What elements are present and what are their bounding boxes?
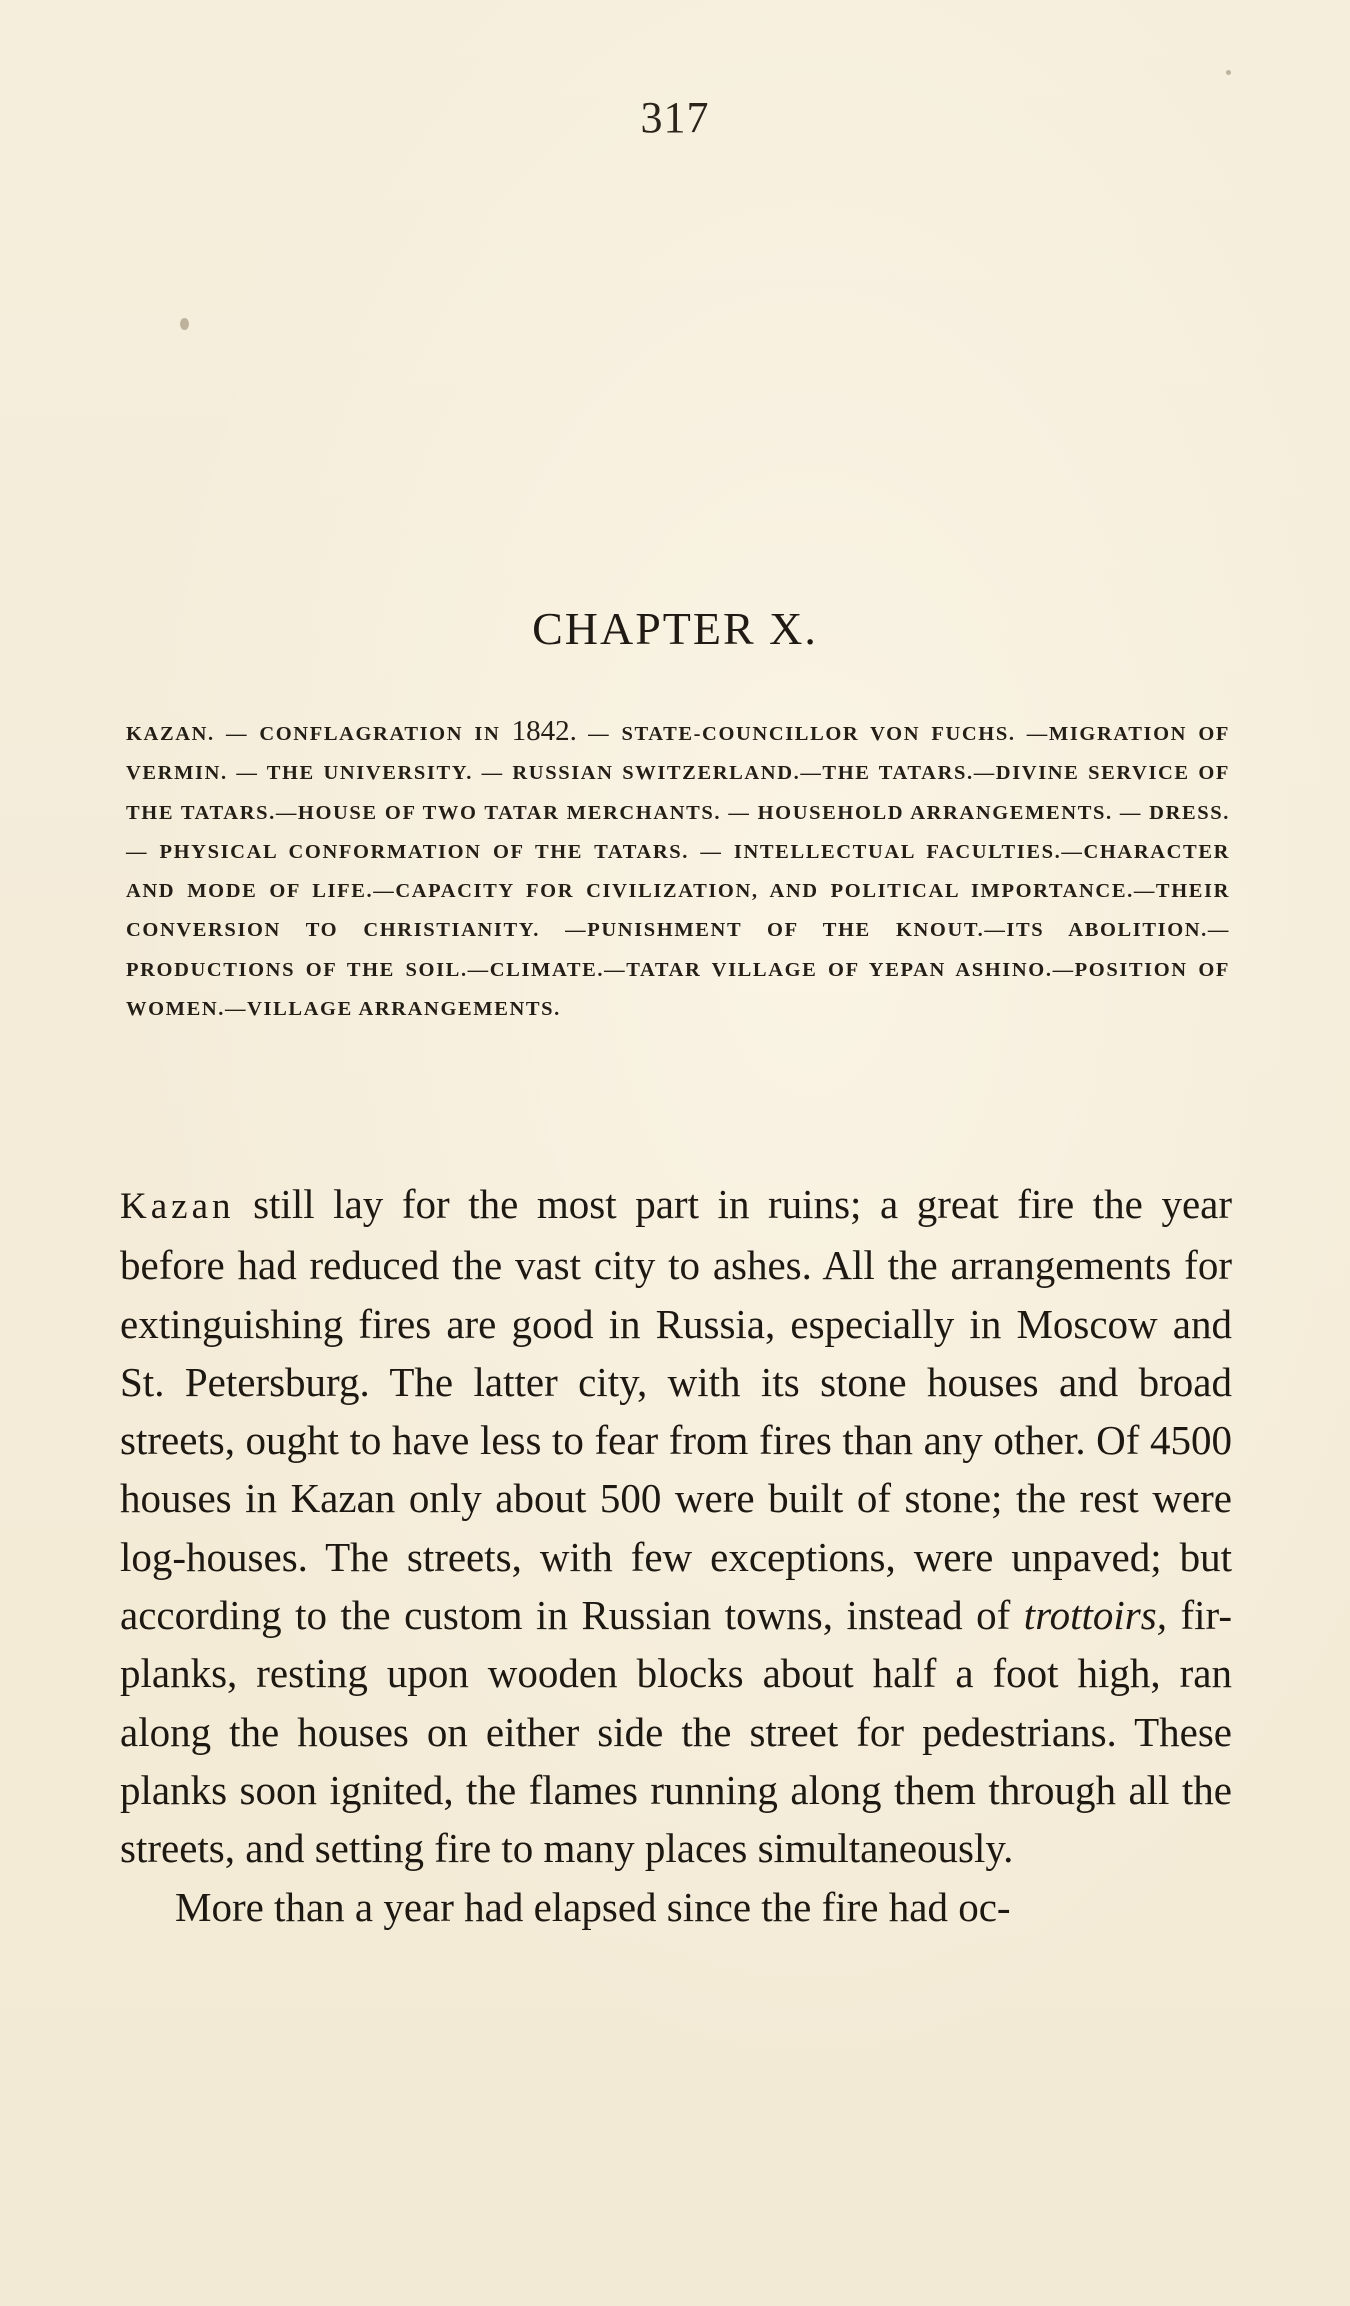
paragraph-text: fir-planks, resting upon wooden blocks about half a foot high, ran along the houses on either side the street for pedestrians. These planks soon ignited, the flames running along them through all the streets, and setting fire to many places simultaneously. (120, 1592, 1232, 1872)
paragraph: More than a year had elapsed since the fire had oc- (175, 1883, 1011, 1930)
chapter-title: CHAPTER X. (532, 603, 818, 654)
paragraph-text: still lay for the most part in ruins; a great fire the year before had reduced the vast city to ashes. All the arrangements for extinguishing fires are good in Russia, especially in Moscow and St. Petersburg. The latter city, with its stone houses and broad streets, ought to have less to fear from fires than any other. Of 4500 houses in Kazan only about 500 were built of stone; the rest were log-houses. The streets, with few exceptions, were unpaved; but according to the custom in Russian towns, instead of (120, 1181, 1232, 1639)
paragraph-lead-word: Kazan (120, 1186, 235, 1227)
chapter-summary (126, 712, 1230, 1029)
ink-speck (180, 318, 189, 330)
summary-text-start: KAZAN. — CONFLAGRATION IN (126, 723, 512, 745)
summary-year: 1842. (511, 715, 577, 747)
summary-text-rest: — STATE-COUNCILLOR VON FUCHS. —MIGRATION OF VERMIN. — THE UNIVERSITY. — RUSSIAN SWITZERLAND.—THE TATARS.—DIVINE SERVICE OF THE TATARS.—HOUSE OF TWO TATAR MERCHANTS. — HOUSEHOLD ARRANGEMENTS. — DRESS. — PHYSICAL CONFORMATION OF THE TATARS. — INTELLECTUAL FACULTIES.—CHARACTER AND MODE OF LIFE.—CAPACITY FOR CIVILIZATION, AND POLITICAL IMPORTANCE.—THEIR CONVERSION TO CHRISTIANITY. —PUNISHMENT OF THE KNOUT.—ITS ABOLITION.—PRODUCTIONS OF THE SOIL.—CLIMATE.—TATAR VILLAGE OF YEPAN ASHINO.—POSITION OF WOMEN.—VILLAGE ARRANGEMENTS. (126, 723, 1230, 1021)
page-number: 317 (640, 93, 710, 142)
body-text (120, 1175, 1232, 1936)
ink-speck (1226, 70, 1231, 75)
paragraph (120, 1175, 1232, 1878)
italic-term: trottoirs, (1023, 1592, 1167, 1639)
